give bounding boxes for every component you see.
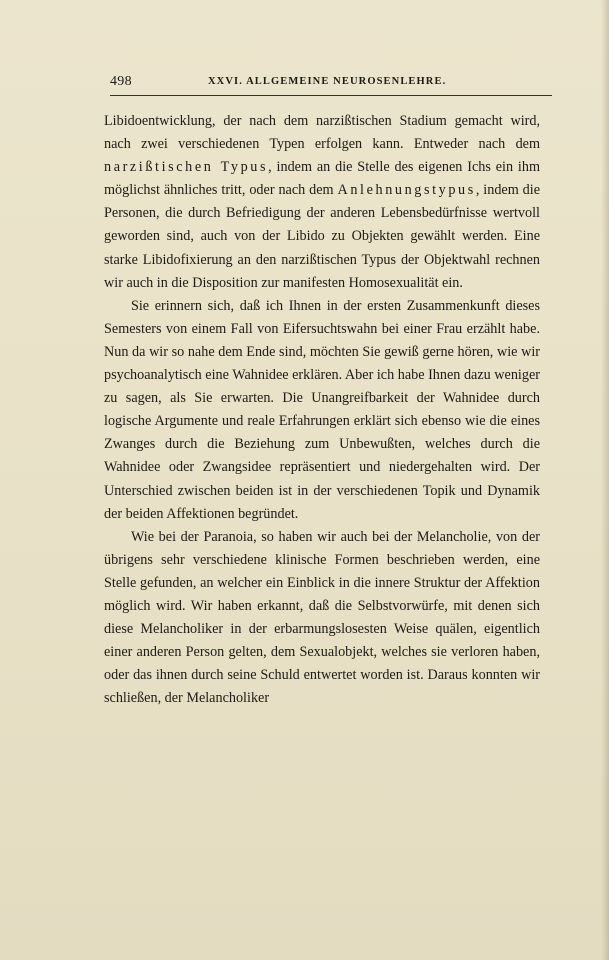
page-shadow (601, 0, 609, 960)
spaced-term-anaclitic-type: Anlehnungstypus (337, 182, 476, 199)
running-header (110, 74, 548, 94)
paragraph-2: Sie erinnern sich, daß ich Ihnen in der ersten Zusammenkunft dieses Semesters von einem Fall von Eifersuchtswahn bei einer Frau erzählt habe. Nun da wir so nahe dem Ende sind, möchten Sie gewiß gerne hören, wie wir psychoanalytisch eine Wahnidee erklären. Aber ich habe Ihnen dazu weniger zu sagen, als Sie erwarten. Die Unangreifbarkeit der Wahnidee durch logische Argumente und reale Erfahrungen erklärt sich ebenso wie die eines Zwanges durch die Beziehung zum Unbewußten, welches durch die Wahnidee oder Zwangsidee repräsentiert und niedergehalten wird. Der Unterschied zwischen beiden ist in der verschiedenen Topik und Dynamik der beiden Affektionen begründet. (104, 297, 540, 522)
spaced-term-narcissistic-type: narzißtischen Typus (104, 159, 269, 176)
header-rule (110, 95, 552, 96)
paragraph-1 (104, 110, 540, 295)
paragraph-3: Wie bei der Paranoia, so haben wir auch bei der Melancholie, von der übrigens sehr verschiedene klinische Formen beschrieben werden, eine Stelle gefunden, an welcher ein Einblick in die innere Struktur der Affektion möglich wird. Wir haben erkannt, daß die Selbstvorwürfe, mit denen sich diese Melancholiker in der erbarmungslosesten Weise quälen, eigentlich einer anderen Person gelten, dem Sexualobjekt, welches sie verloren haben, oder das ihnen durch seine Schuld entwertet worden ist. Daraus konnten wir schließen, der Melancholiker (104, 528, 540, 707)
paragraph-1-text-a: Libidoentwicklung, der nach dem narzißtischen Stadium gemacht wird, nach zwei verschiedenen Typen erfolgen kann. Entweder nach dem (104, 113, 540, 153)
paragraph-1-text-b: , indem an die Stelle des eigenen Ichs ein ihm möglichst ähnliches tritt, oder nach dem (104, 159, 540, 199)
paragraph-1-text-c: , indem die Personen, die durch Befriedigung der anderen Lebensbedürfnisse wertvoll geworden sind, auch von der Libido zu Objekten gewählt werden. Eine starke Libidofixierung an den narzißtischen Typus der Objektwahl rechnen wir auch in die Disposition zur manifesten Homosexualität ein. (104, 182, 541, 291)
page-number: 498 (110, 74, 132, 89)
body-text (104, 110, 540, 710)
running-title: XXVI. ALLGEMEINE NEUROSENLEHRE. (208, 76, 447, 87)
